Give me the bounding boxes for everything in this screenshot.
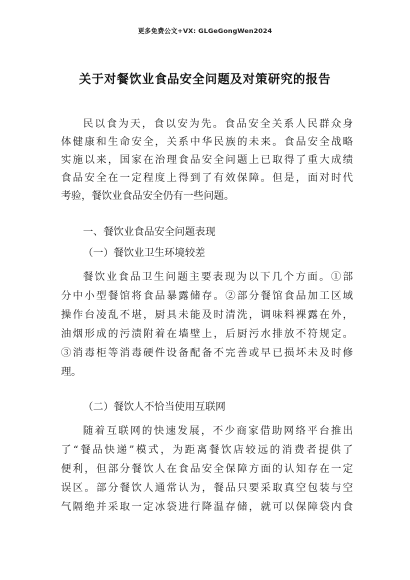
text-line: 分中小型餐馆将食品暴露储存。②部分餐馆食品加工区域: [61, 291, 353, 302]
header-note: 更多免费公文+VX: GLGeGongWen2024: [137, 27, 273, 35]
subsection-heading: （二）餐饮人不恰当使用互联网: [83, 402, 226, 413]
text-line: 气隔绝并采取一定冰袋进行降温存储，就可以保障袋内食: [61, 502, 353, 513]
text-line: 餐饮业食品卫生问题主要表现为以下几个方面。①部: [83, 272, 353, 283]
text-line: 便利，但部分餐饮人在食品安全保障方面的认知存在一定: [61, 464, 353, 475]
text-line: 理。: [61, 367, 82, 378]
text-line: 操作台凌乱不堪，厨具未能及时清洗，调味料裸露在外，: [61, 310, 353, 321]
text-line: 民以食为天，食以安为先。食品安全关系人民群众身: [83, 119, 353, 130]
text-line: 油烟形成的污渍附着在墙壁上，后厨污水排放不符规定。: [61, 329, 353, 340]
subsection-heading: （一）餐饮业卫生环境较差: [83, 248, 206, 259]
text-line: ③消毒柜等消毒硬件设备配备不完善或早已损坏未及时修: [61, 348, 353, 359]
section-heading: 一、餐饮业食品安全问题表现: [83, 227, 216, 238]
report-title: 关于对餐饮业食品安全问题及对策研究的报告: [78, 72, 331, 86]
text-line: 误区。部分餐饮人通常认为，餐品只要采取真空包装与空: [61, 483, 353, 494]
text-line: 随着互联网的快速发展，不少商家借助网络平台推出: [83, 426, 353, 437]
text-line: 体健康和生命安全，关系中华民族的未来。食品安全战略: [61, 137, 353, 148]
text-line: 考验，餐饮业食品安全仍有一些问题。: [61, 191, 235, 202]
text-line: 实施以来，国家在治理食品安全问题上已取得了重大成绩: [61, 155, 353, 166]
text-line: 食品安全在一定程度上得到了有效保障。但是，面对时代: [61, 173, 353, 184]
text-line: 了“餐品快递”模式，为距离餐饮店较远的消费者提供了: [61, 445, 353, 456]
